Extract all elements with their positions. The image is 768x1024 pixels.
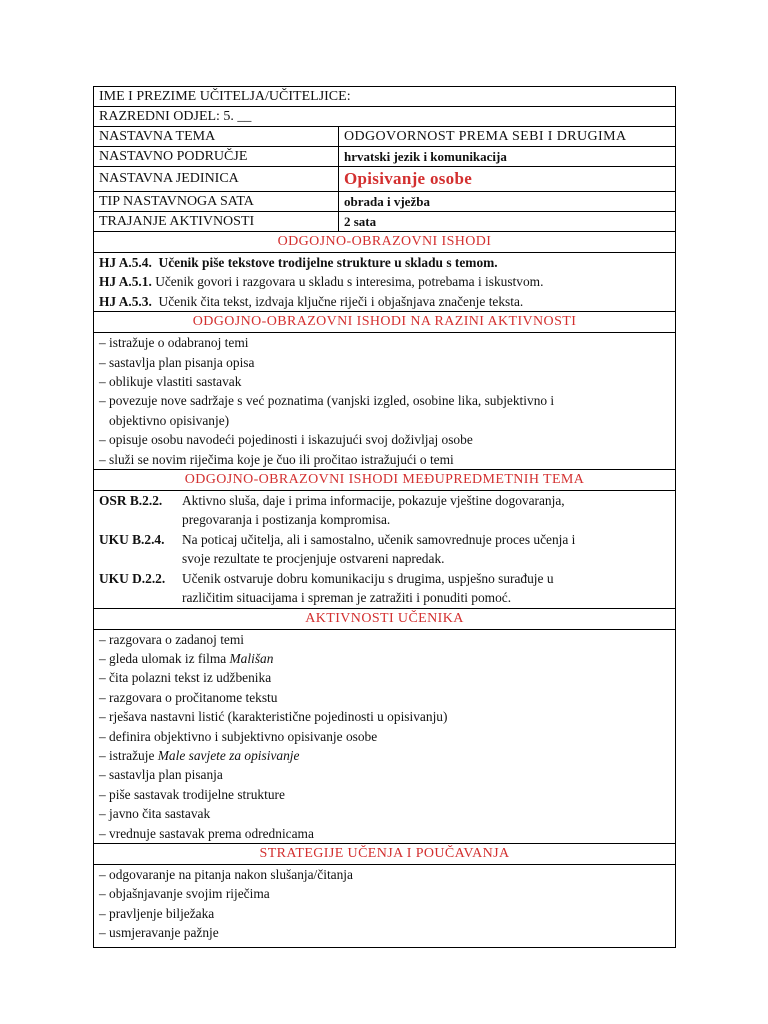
lesson-plan-table <box>93 86 676 948</box>
outcome-item <box>99 253 670 272</box>
topic-label: NASTAVNA TEMA <box>94 127 339 147</box>
cross-outcomes-heading: ODGOJNO-OBRAZOVNI ISHODI MEĐUPREDMETNIH TEMA <box>94 470 676 491</box>
activity-outcomes-row <box>94 333 676 470</box>
teacher-row <box>94 87 676 107</box>
list-item: – povezuje nove sadržaje s već poznatima (vanjski izgled, osobine lika, subjektivno i <box>99 393 555 409</box>
activity-outcomes-heading: ODGOJNO-OBRAZOVNI ISHODI NA RAZINI AKTIVNOSTI <box>94 312 676 333</box>
cross-outcome-item <box>99 569 670 608</box>
list-item: – služi se novim riječima koje je čuo ili pročitao istražujući o temi <box>99 451 454 467</box>
strategies-cell <box>94 864 676 947</box>
outcome-item <box>99 292 670 311</box>
cross-outcome-line: Aktivno sluša, daje i prima informacije, pokazuje vještine dogovaranja, <box>182 493 565 509</box>
unit-label: NASTAVNA JEDINICA <box>94 167 339 192</box>
cross-outcomes-cell <box>94 491 676 608</box>
cross-outcome-line: različitim situacijama i spreman je zatražiti i ponuditi pomoć. <box>182 590 512 606</box>
list-item: – sastavlja plan pisanja opisa <box>99 354 255 370</box>
outcome-text: Učenik govori i razgovara u skladu s interesima, potrebama i iskustvom. <box>155 274 544 290</box>
outcomes-row <box>94 253 676 312</box>
class-row <box>94 107 676 127</box>
activity-outcomes-cell <box>94 333 676 470</box>
cross-outcome-text <box>182 491 565 530</box>
area-label: NASTAVNO PODRUČJE <box>94 147 339 167</box>
film-prefix: – gleda ulomak iz filma <box>99 650 227 666</box>
student-activities-cell <box>94 629 676 843</box>
list-item-film <box>99 649 670 668</box>
outcome-code: HJ A.5.4. <box>99 255 152 270</box>
explore-prefix: – istražuje <box>99 747 155 763</box>
outcomes-cell <box>94 253 676 312</box>
type-value: obrada i vježba <box>339 192 676 212</box>
teacher-label: IME I PREZIME UČITELJA/UČITELJICE: <box>94 87 676 107</box>
duration-label: TRAJANJE AKTIVNOSTI <box>94 212 339 232</box>
cross-outcome-item <box>99 491 670 530</box>
outcome-code: HJ A.5.3. <box>99 293 152 309</box>
duration-row <box>94 212 676 232</box>
list-item: – vrednuje sastavak prema odrednicama <box>99 825 314 841</box>
area-value: hrvatski jezik i komunikacija <box>339 147 676 167</box>
list-item: – pravljenje bilježaka <box>99 905 215 921</box>
list-item: – razgovara o zadanoj temi <box>99 631 244 647</box>
outcomes-heading-row <box>94 232 676 253</box>
cross-outcome-code: UKU B.2.4. <box>99 531 165 547</box>
cross-outcome-code: UKU D.2.2. <box>99 570 166 586</box>
student-activities-heading-row <box>94 608 676 629</box>
activity-outcomes-heading-row <box>94 312 676 333</box>
class-label: RAZREDNI ODJEL: 5. __ <box>94 107 676 127</box>
list-item-continuation: objektivno opisivanje) <box>109 412 230 428</box>
outcome-text: Učenik piše tekstove trodijelne strukture u skladu s temom. <box>158 255 498 270</box>
cross-outcome-line: pregovaranja i postizanja kompromisa. <box>182 512 391 528</box>
list-item: – oblikuje vlastiti sastavak <box>99 374 242 390</box>
unit-value: Opisivanje osobe <box>339 167 676 192</box>
list-item: – javno čita sastavak <box>99 806 211 822</box>
list-item: – razgovara o pročitanome tekstu <box>99 689 278 705</box>
strategies-row <box>94 864 676 947</box>
type-label: TIP NASTAVNOGA SATA <box>94 192 339 212</box>
cross-outcome-code: OSR B.2.2. <box>99 493 163 509</box>
area-row <box>94 147 676 167</box>
student-activities-heading: AKTIVNOSTI UČENIKA <box>94 608 676 629</box>
outcome-text: Učenik čita tekst, izdvaja ključne riječi i objašnjava značenje teksta. <box>158 293 524 309</box>
cross-outcome-line: Učenik ostvaruje dobru komunikaciju s drugima, uspješno surađuje u <box>182 570 554 586</box>
list-item: – usmjeravanje pažnje <box>99 925 219 941</box>
cross-outcomes-heading-row <box>94 470 676 491</box>
list-item: – odgovaranje na pitanja nakon slušanja/čitanja <box>99 866 353 882</box>
topic-value: ODGOVORNOST PREMA SEBI I DRUGIMA <box>339 127 676 147</box>
list-item: – opisuje osobu navodeći pojedinosti i iskazujući svoj doživljaj osobe <box>99 432 473 448</box>
list-item: – definira objektivno i subjektivno opisivanje osobe <box>99 728 378 744</box>
type-row <box>94 192 676 212</box>
outcomes-heading: ODGOJNO-OBRAZOVNI ISHODI <box>94 232 676 253</box>
student-activities-row <box>94 629 676 843</box>
film-title: Mališan <box>229 650 274 666</box>
list-item: – sastavlja plan pisanja <box>99 767 223 783</box>
list-item: – čita polazni tekst iz udžbenika <box>99 670 272 686</box>
explore-title: Male savjete za opisivanje <box>157 747 300 763</box>
list-item-explore <box>99 746 670 765</box>
cross-outcome-line: Na poticaj učitelja, ali i samostalno, učenik samovrednuje proces učenja i <box>182 531 576 547</box>
list-item: – istražuje o odabranoj temi <box>99 335 249 351</box>
list-item: – rješava nastavni listić (karakteristične pojedinosti u opisivanju) <box>99 709 448 725</box>
strategies-heading: STRATEGIJE UČENJA I POUČAVANJA <box>94 843 676 864</box>
strategies-heading-row <box>94 843 676 864</box>
outcome-code: HJ A.5.1. <box>99 274 152 290</box>
list-item: – objašnjavanje svojim riječima <box>99 886 270 902</box>
outcome-item <box>99 272 670 291</box>
cross-outcome-text <box>182 530 575 569</box>
cross-outcome-line: svoje rezultate te procjenjuje ostvareni napredak. <box>182 551 445 567</box>
topic-row <box>94 127 676 147</box>
cross-outcomes-row <box>94 491 676 608</box>
list-item: – piše sastavak trodijelne strukture <box>99 786 285 802</box>
unit-row <box>94 167 676 192</box>
duration-value: 2 sata <box>339 212 676 232</box>
cross-outcome-item <box>99 530 670 569</box>
cross-outcome-text <box>182 569 554 608</box>
